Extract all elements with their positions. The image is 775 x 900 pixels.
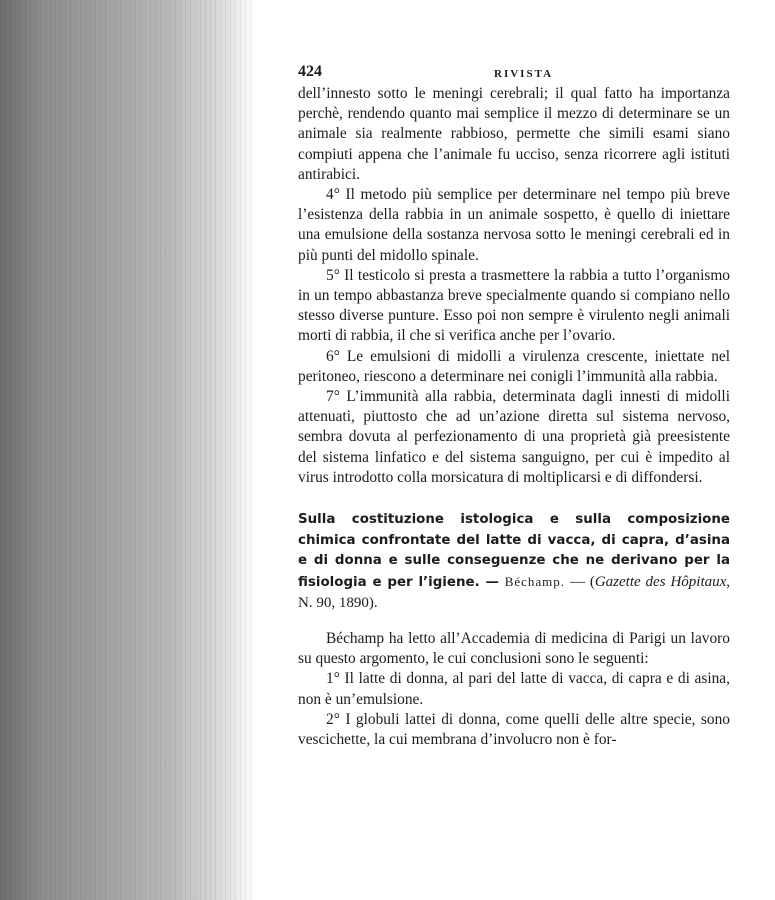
document-page [298,58,730,750]
conclusion-4: 4° Il metodo più semplice per determinare nel tempo più breve l’esistenza della rabbia in un animale sospetto, è quello di iniettare una emulsione della sostanza nervosa sotto le meningi cerebrali ed in più punti del midollo spinale. [298,186,730,264]
conclusion-7: 7° L’immunità alla rabbia, determinata dagli innesti di midolli attenuati, piuttosto che ad un’azione diretta sul sistema nervoso, sembra dovuta al perfezionamento di una proprietà già preesistente del sistema linfatico e del sistema sanguigno, per cui è impedito al virus introdotto colla morsicatura di moltiplicarsi e di diffondersi. [298,388,730,486]
page-number: 424 [298,63,322,80]
page-header [298,58,730,84]
running-title: RIVISTA [494,68,554,80]
article-heading: Sulla costituzione istologica e sulla composizione chimica confrontate del latte di vacca, di capra, d’asina e di donna e sulle conseguenze che ne derivano per la fisiologia e per l’igiene. — Béchamp. — (Gazette des Hôpitaux, N. 90, 1890). [298,512,731,612]
article-title: Sulla costituzione istologica e sulla composizione chimica confrontate del latte di vacca, di capra, d’asina e di donna e sulle conseguenze che ne derivano per la fisiologia e per l’igiene. [298,512,730,590]
article-author: Béchamp. [504,573,566,589]
conclusion-6: 6° Le emulsioni di midolli a virulenza crescente, iniettate nel peritoneo, riescono a determinare nei conigli l’immunità alla rabbia. [298,347,730,385]
paragraph-continued: dell’innesto sotto le meningi cerebrali; il qual fatto ha importanza perchè, rendendo quanto mai semplice il mezzo di determinare se un animale sia realmente rabbioso, permette che simili esami siano compiuti appena che l’animale fu ucciso, senza ricorrere agli istituti antirabici. [298,85,730,183]
article-conclusion-1: 1° Il latte di donna, al pari del latte di vacca, di capra e di asina, non è un’emulsione. [298,670,730,708]
article-source: Gazette des Hôpitaux [594,573,727,590]
book-gutter-shadow [0,0,255,900]
article-conclusion-2: 2° I globuli lattei di donna, come quelli delle altre specie, sono vescichette, la cui membrana d’involucro non è for- [298,710,730,749]
conclusion-5: 5° Il testicolo si presta a trasmettere la rabbia a tutto l’organismo in un tempo abbastanza breve specialmente quando si compiano nello stesso diverse punture. Esso poi non sempre è virulento negli animali morti di rabbia, il che si verifica anche per l’ovario. [298,266,730,345]
article-intro: Béchamp ha letto all’Accademia di medicina di Parigi un lavoro su questo argomento, le cui conclusioni sono le seguenti: [298,630,730,668]
article-source-details: , N. 90, 1890). [298,573,731,612]
